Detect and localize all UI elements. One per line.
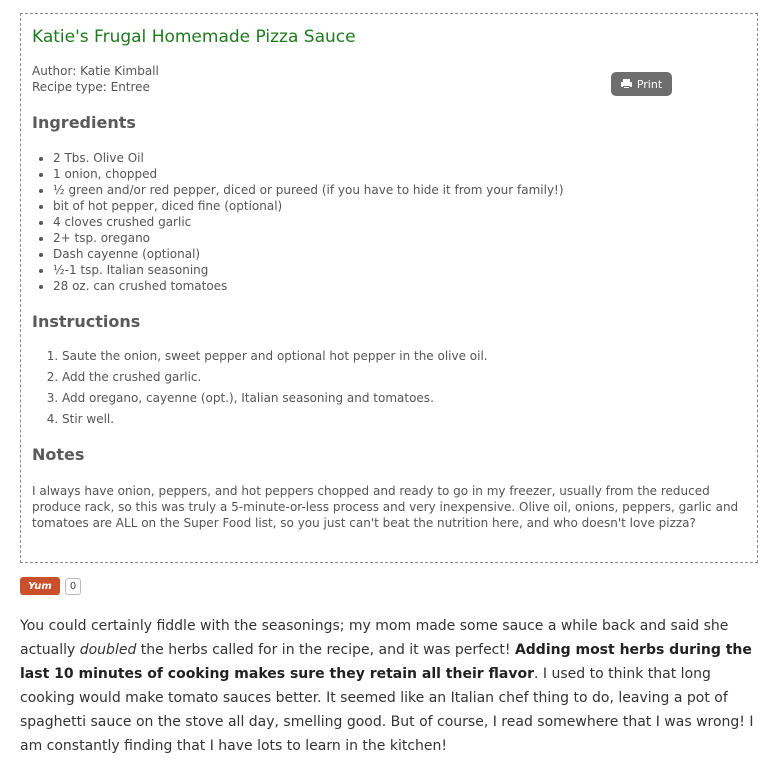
instructions-list — [32, 346, 488, 430]
paragraph-text-3: . I used to think that long cooking would make tomato sauces better. It seemed like an Italian chef thing to do, leaving a pot of spaghetti sauce on the stove all day, smelling good. But of course, I read somewhere that I was wrong! I am constantly finding that I have lots to learn in the kitchen! — [20, 666, 754, 754]
recipe-card — [20, 13, 758, 563]
ingredient-item: • 2+ tsp. oregano — [53, 230, 564, 246]
paragraph-emphasis: doubled — [79, 642, 137, 658]
ingredient-item: • 1 onion, chopped — [53, 166, 564, 182]
ingredient-item: • 4 cloves crushed garlic — [53, 214, 564, 230]
ingredients-heading: Ingredients — [32, 113, 136, 132]
instructions-heading: Instructions — [32, 312, 141, 331]
type-label: Recipe type: — [32, 80, 107, 94]
author-name: Katie Kimball — [80, 64, 159, 78]
print-label: Print — [636, 77, 663, 91]
yum-count: 0 — [65, 578, 81, 595]
article-paragraph — [20, 614, 760, 758]
ingredient-item: • bit of hot pepper, diced fine (optional) — [53, 198, 564, 214]
ingredient-item: • 28 oz. can crushed tomatoes — [53, 278, 564, 294]
printer-icon — [621, 79, 632, 89]
paragraph-text-1: You could certainly fiddle with the seasonings; my mom made some sauce a while back and said she actually — [20, 618, 729, 658]
author-label: Author: — [32, 64, 77, 78]
instruction-step: 4. Stir well. — [62, 409, 488, 430]
paragraph-text-2: the herbs called for in the recipe, and it was perfect! — [136, 642, 515, 658]
ingredients-list — [32, 150, 564, 294]
yum-button[interactable]: Yum — [20, 577, 60, 595]
instruction-step: 3. Add oregano, cayenne (opt.), Italian seasoning and tomatoes. — [62, 388, 488, 409]
ingredient-item: • Dash cayenne (optional) — [53, 246, 564, 262]
recipe-title: Katie's Frugal Homemade Pizza Sauce — [32, 27, 356, 47]
print-button[interactable] — [611, 72, 672, 96]
ingredient-item: • ½ green and/or red pepper, diced or pureed (if you have to hide it from your family!) — [53, 182, 564, 198]
recipe-type — [32, 80, 150, 94]
notes-text: I always have onion, peppers, and hot peppers chopped and ready to go in my freezer, usually from the reduced produce rack, so this was truly a 5-minute-or-less process and very inexpensive. Olive oil, onions, peppers, garlic and tomatoes are ALL on the Super Food list, so you just can't beat the nutrition here, and who doesn't love pizza? — [32, 484, 739, 530]
recipe-author — [32, 64, 159, 78]
instruction-step: 2. Add the crushed garlic. — [62, 367, 488, 388]
ingredient-item: • ½-1 tsp. Italian seasoning — [53, 262, 564, 278]
type-value: Entree — [110, 80, 150, 94]
notes-heading: Notes — [32, 445, 85, 464]
ingredient-item: • 2 Tbs. Olive Oil — [53, 150, 564, 166]
paragraph-bold: Adding most herbs during the last 10 minutes of cooking makes sure they retain all their flavor — [20, 642, 752, 682]
instruction-step: 1. Saute the onion, sweet pepper and optional hot pepper in the olive oil. — [62, 346, 488, 367]
